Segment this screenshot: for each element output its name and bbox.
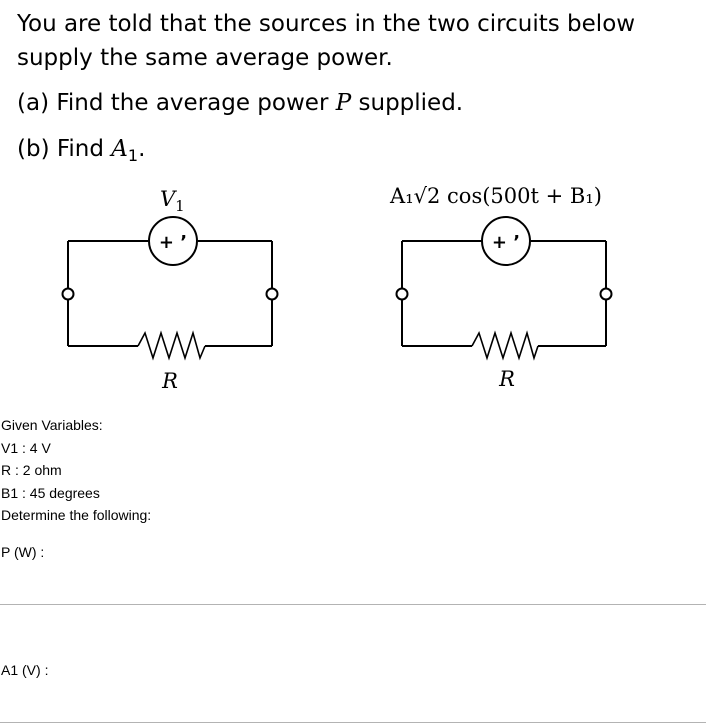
right-circuit xyxy=(389,184,611,391)
given-r: R : 2 ohm xyxy=(1,462,62,478)
part-a xyxy=(17,86,697,120)
given-v1: V1 : 4 V xyxy=(1,439,51,456)
left-terminal-left xyxy=(63,289,74,300)
circuit-diagrams xyxy=(0,178,706,393)
left-resistor xyxy=(138,333,205,358)
determine-heading: Determine the following: xyxy=(1,507,152,523)
answer-label-p: P (W) : xyxy=(1,544,45,560)
part-a-variable: P xyxy=(335,90,352,116)
right-terminal-right xyxy=(601,289,612,300)
given-variables xyxy=(1,414,151,527)
right-terminal-left xyxy=(397,289,408,300)
left-source-label: $V_1$ xyxy=(160,187,185,215)
part-a-prefix: (a) Find the average power xyxy=(17,90,336,116)
right-source-label: A₁√2 cos(500t + B₁) xyxy=(390,184,602,208)
part-b-prefix: (b) Find xyxy=(17,136,112,162)
answer-divider-a1 xyxy=(0,722,706,723)
part-b xyxy=(17,132,697,173)
intro-line-2: supply the same average power. xyxy=(17,45,393,71)
right-resistor xyxy=(472,333,538,358)
left-circuit xyxy=(63,187,278,393)
left-wires xyxy=(68,241,272,346)
right-resistor-label: R xyxy=(499,367,515,391)
answer-divider-p xyxy=(0,604,706,605)
answer-label-a1: A1 (V) : xyxy=(1,662,49,678)
problem-statement xyxy=(17,7,697,173)
given-b1: B1 : 45 degrees xyxy=(1,484,100,501)
intro-line-1: You are told that the sources in the two circuits below xyxy=(17,11,636,37)
right-source-polarity: + ’ xyxy=(491,232,521,253)
part-a-suffix: supplied. xyxy=(351,90,464,116)
left-resistor-label: R xyxy=(162,369,178,393)
left-source-polarity: + ’ xyxy=(158,232,188,253)
given-heading: Given Variables: xyxy=(1,417,103,433)
part-b-subscript: 1 xyxy=(127,146,139,165)
part-b-variable: A xyxy=(111,136,128,162)
left-terminal-right xyxy=(267,289,278,300)
right-wires xyxy=(402,241,606,346)
part-b-suffix: . xyxy=(138,136,146,162)
